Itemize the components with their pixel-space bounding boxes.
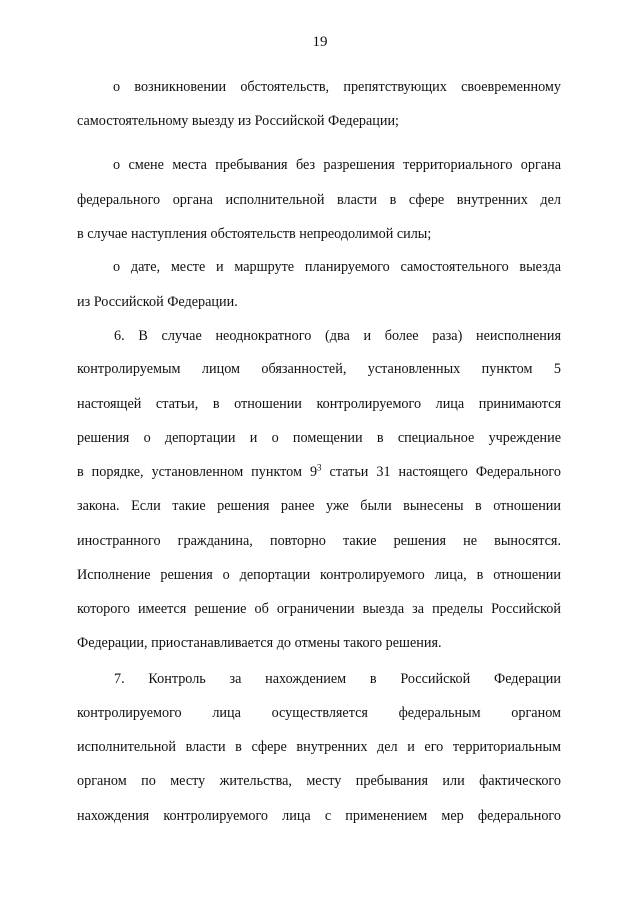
text-line: контролируемого лица осуществляется федеральным органом — [77, 705, 561, 721]
text-line: иностранного гражданина, повторно такие решения не выносятся. — [77, 533, 561, 549]
text-line: настоящей статьи, в отношении контролируемого лица принимаются — [77, 396, 561, 412]
text-line — [77, 462, 561, 482]
text-line: в случае наступления обстоятельств непреодолимой силы; — [77, 226, 432, 242]
text-line: самостоятельному выезду из Российской Федерации; — [77, 113, 399, 129]
text-line: Исполнение решения о депортации контролируемого лица, в отношении — [77, 567, 561, 583]
text-line: нахождения контролируемого лица с применением мер федерального — [77, 808, 561, 824]
text-line: о дате, месте и маршруте планируемого самостоятельного выезда — [113, 259, 561, 275]
page-number: 19 — [312, 34, 328, 50]
text-line: исполнительной власти в сфере внутренних дел и его территориальным — [77, 739, 561, 755]
text-fragment: в порядке, установленном пунктом 9 — [77, 464, 318, 480]
text-line: федерального органа исполнительной власти в сфере внутренних дел — [77, 192, 561, 208]
text-line: из Российской Федерации. — [77, 294, 238, 310]
paragraph-7-start: 7. Контроль за нахождением в Российской Федерации — [114, 671, 561, 687]
text-line: закона. Если такие решения ранее уже были вынесены в отношении — [77, 498, 561, 514]
text-line: которого имеется решение об ограничении выезда за пределы Российской — [77, 601, 561, 617]
paragraph-6-start: 6. В случае неоднократного (два и более раза) неисполнения — [114, 328, 561, 344]
text-line: решения о депортации и о помещении в специальное учреждение — [77, 430, 561, 446]
text-line: контролируемым лицом обязанностей, установленных пунктом 5 — [77, 361, 561, 377]
text-line: Федерации, приостанавливается до отмены такого решения. — [77, 635, 442, 651]
text-line: о смене места пребывания без разрешения территориального органа — [113, 157, 561, 173]
text-fragment: статьи 31 настоящего Федерального — [321, 464, 561, 480]
text-line: органом по месту жительства, месту пребывания или фактического — [77, 773, 561, 789]
superscript: 3 — [317, 462, 322, 473]
text-line: о возникновении обстоятельств, препятствующих своевременному — [113, 79, 561, 95]
